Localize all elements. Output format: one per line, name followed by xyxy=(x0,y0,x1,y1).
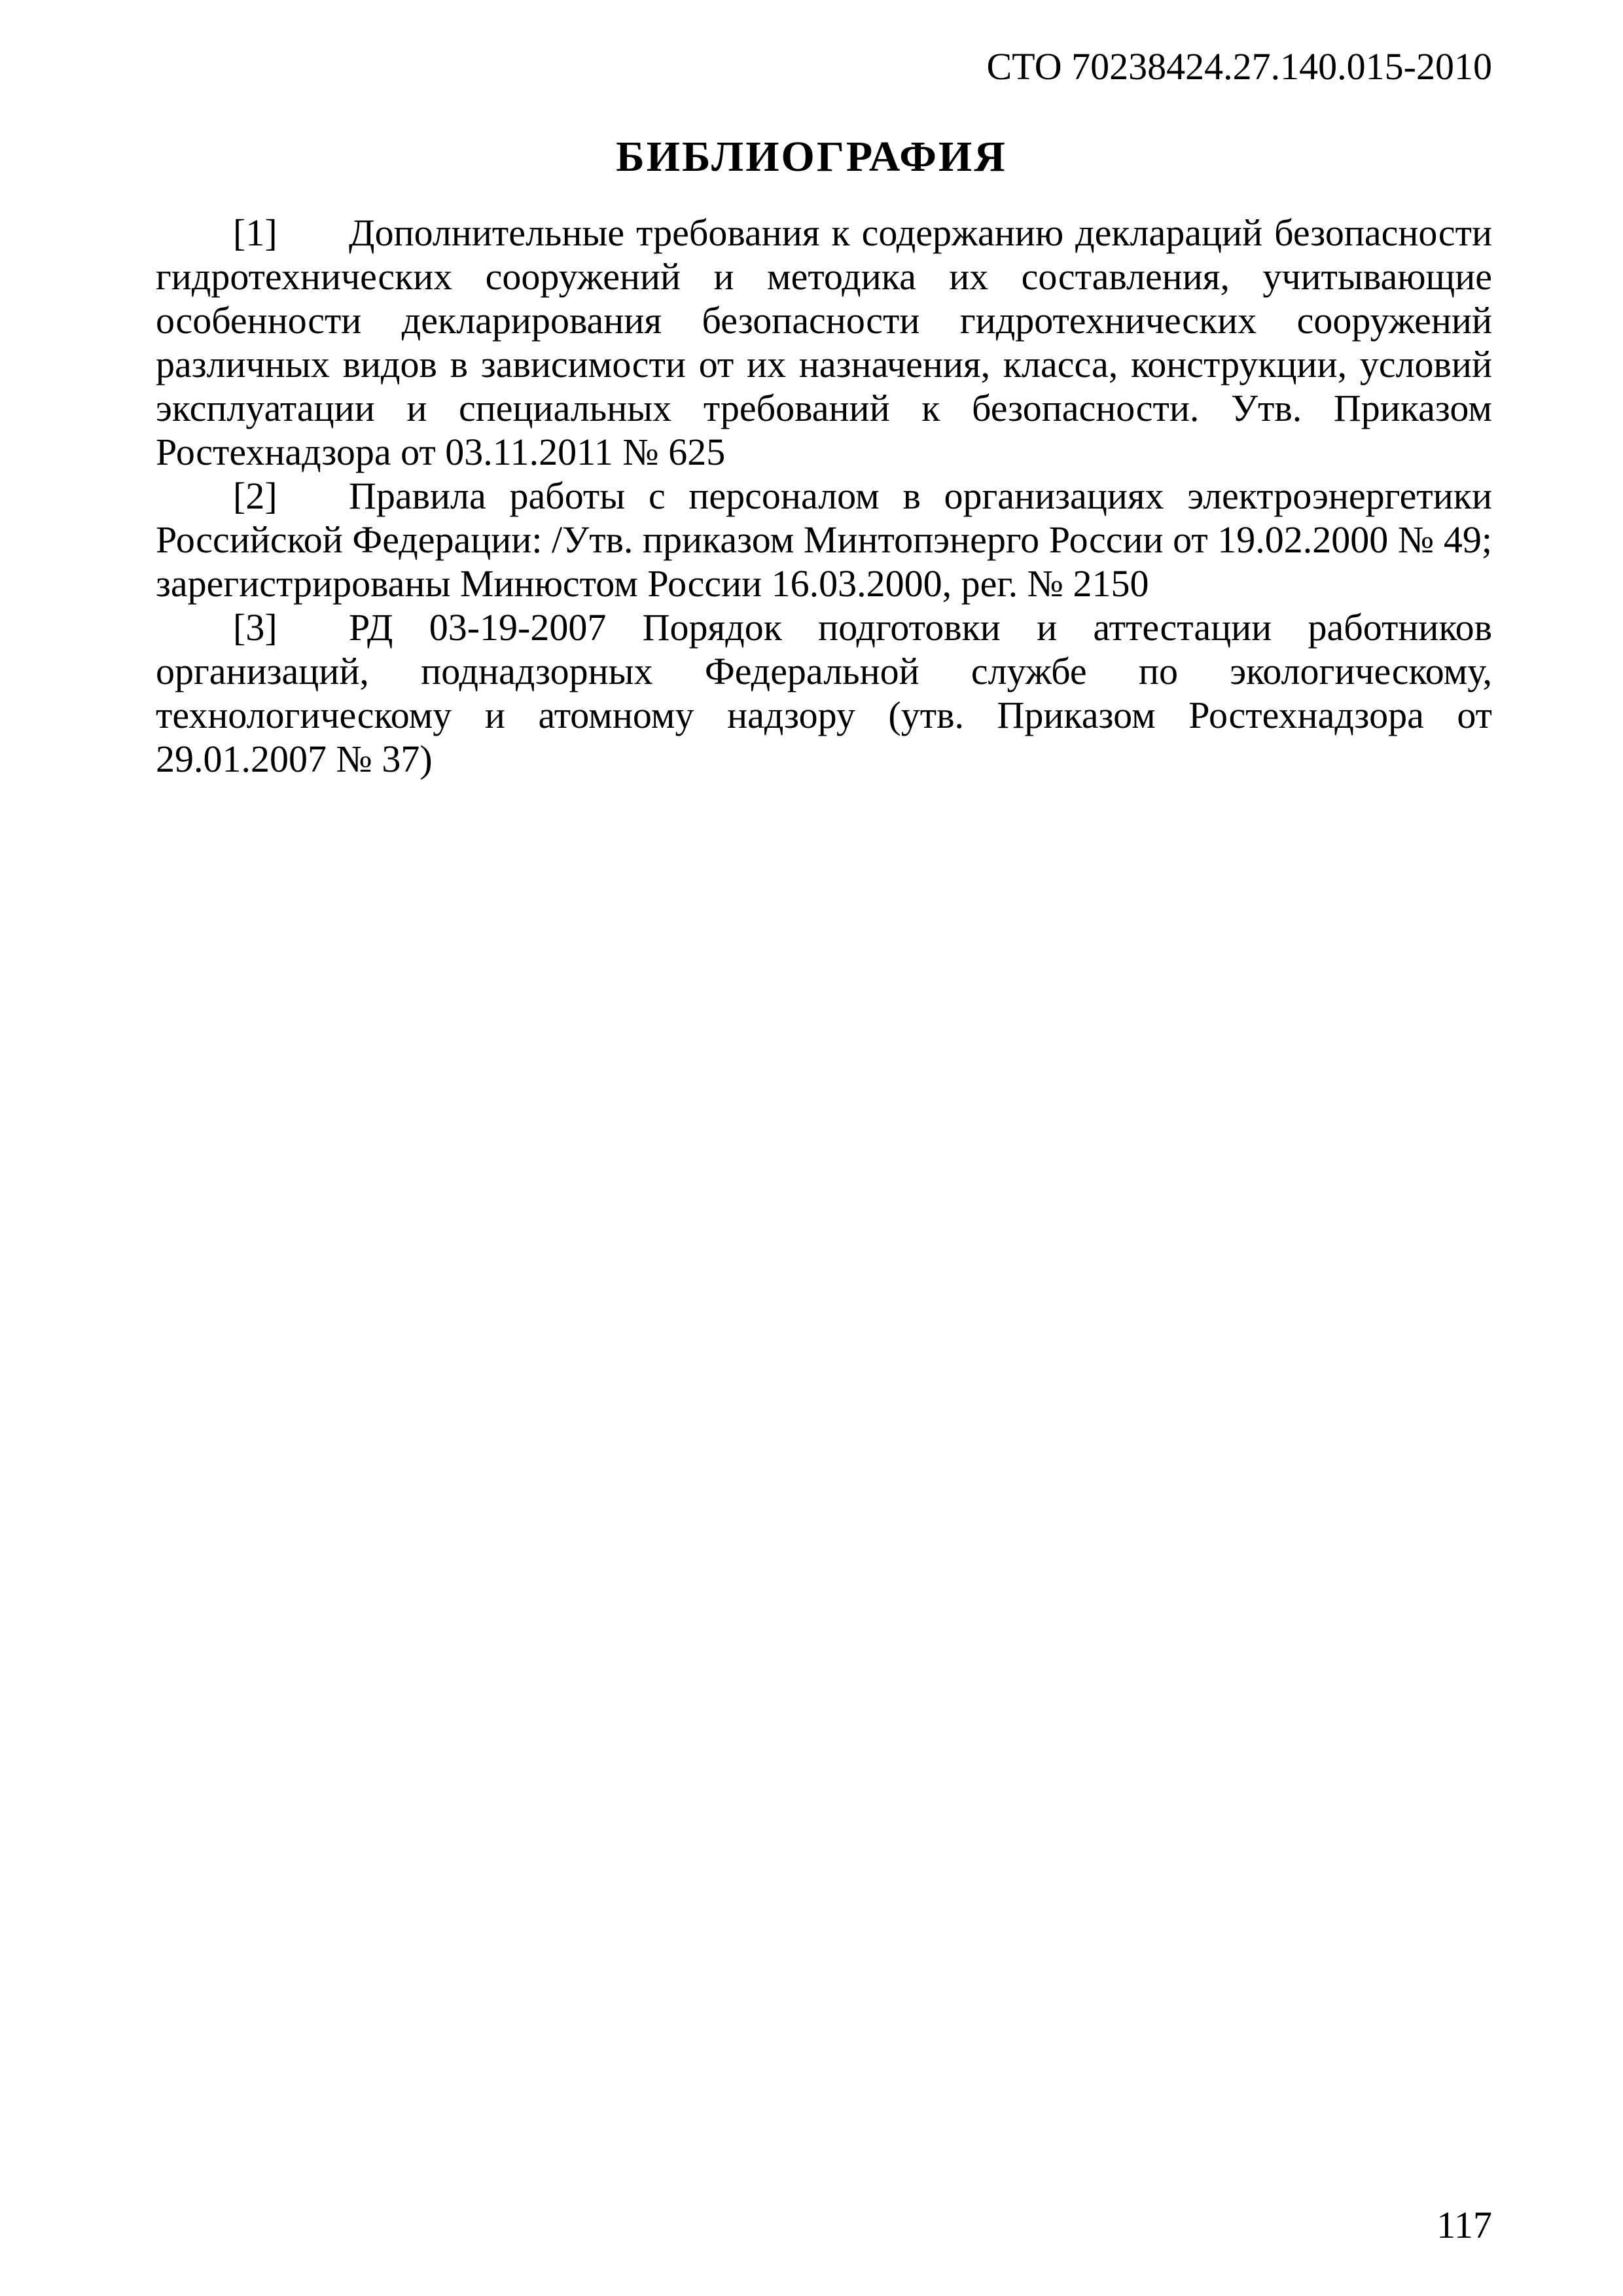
reference-number: [2] xyxy=(233,475,277,517)
reference-number: [3] xyxy=(233,606,277,649)
reference-text: Дополнительные требования к содержанию деклараций безопасности гидротехнических сооружений и методика их составления, учитывающие особенности декларирования безопасности гидротехнических сооружений различных видов в зависимости от их назначения, класса, конструкции, условий эксплуатации и специальных требований к безопасности. Утв. Приказом Ростехнадзора от 03.11.2011 № 625 xyxy=(156,211,1492,473)
reference-text: Правила работы с персоналом в организациях электроэнергетики Российской Федерации: /Утв. приказом Минтопэнерго России от 19.02.2000 № 49; зарегистрированы Минюстом России 16.03.2000, рег. № 2150 xyxy=(156,475,1492,605)
reference-text: РД 03-19-2007 Порядок подготовки и аттестации работников организаций, поднадзорных Федеральной службе по экологическому, технологическому и атомному надзору (утв. Приказом Ростехнадзора от 29.01.2007 № 37) xyxy=(156,606,1492,780)
reference-number: [1] xyxy=(233,211,277,254)
bibliography-item xyxy=(156,605,1492,781)
document-code: СТО 70238424.27.140.015-2010 xyxy=(986,45,1492,88)
page-number: 117 xyxy=(1436,2204,1492,2246)
bibliography-item xyxy=(156,474,1492,605)
page-title: БИБЛИОГРАФИЯ xyxy=(616,133,1007,181)
bibliography-item xyxy=(156,211,1492,474)
bibliography-list xyxy=(156,211,1492,781)
